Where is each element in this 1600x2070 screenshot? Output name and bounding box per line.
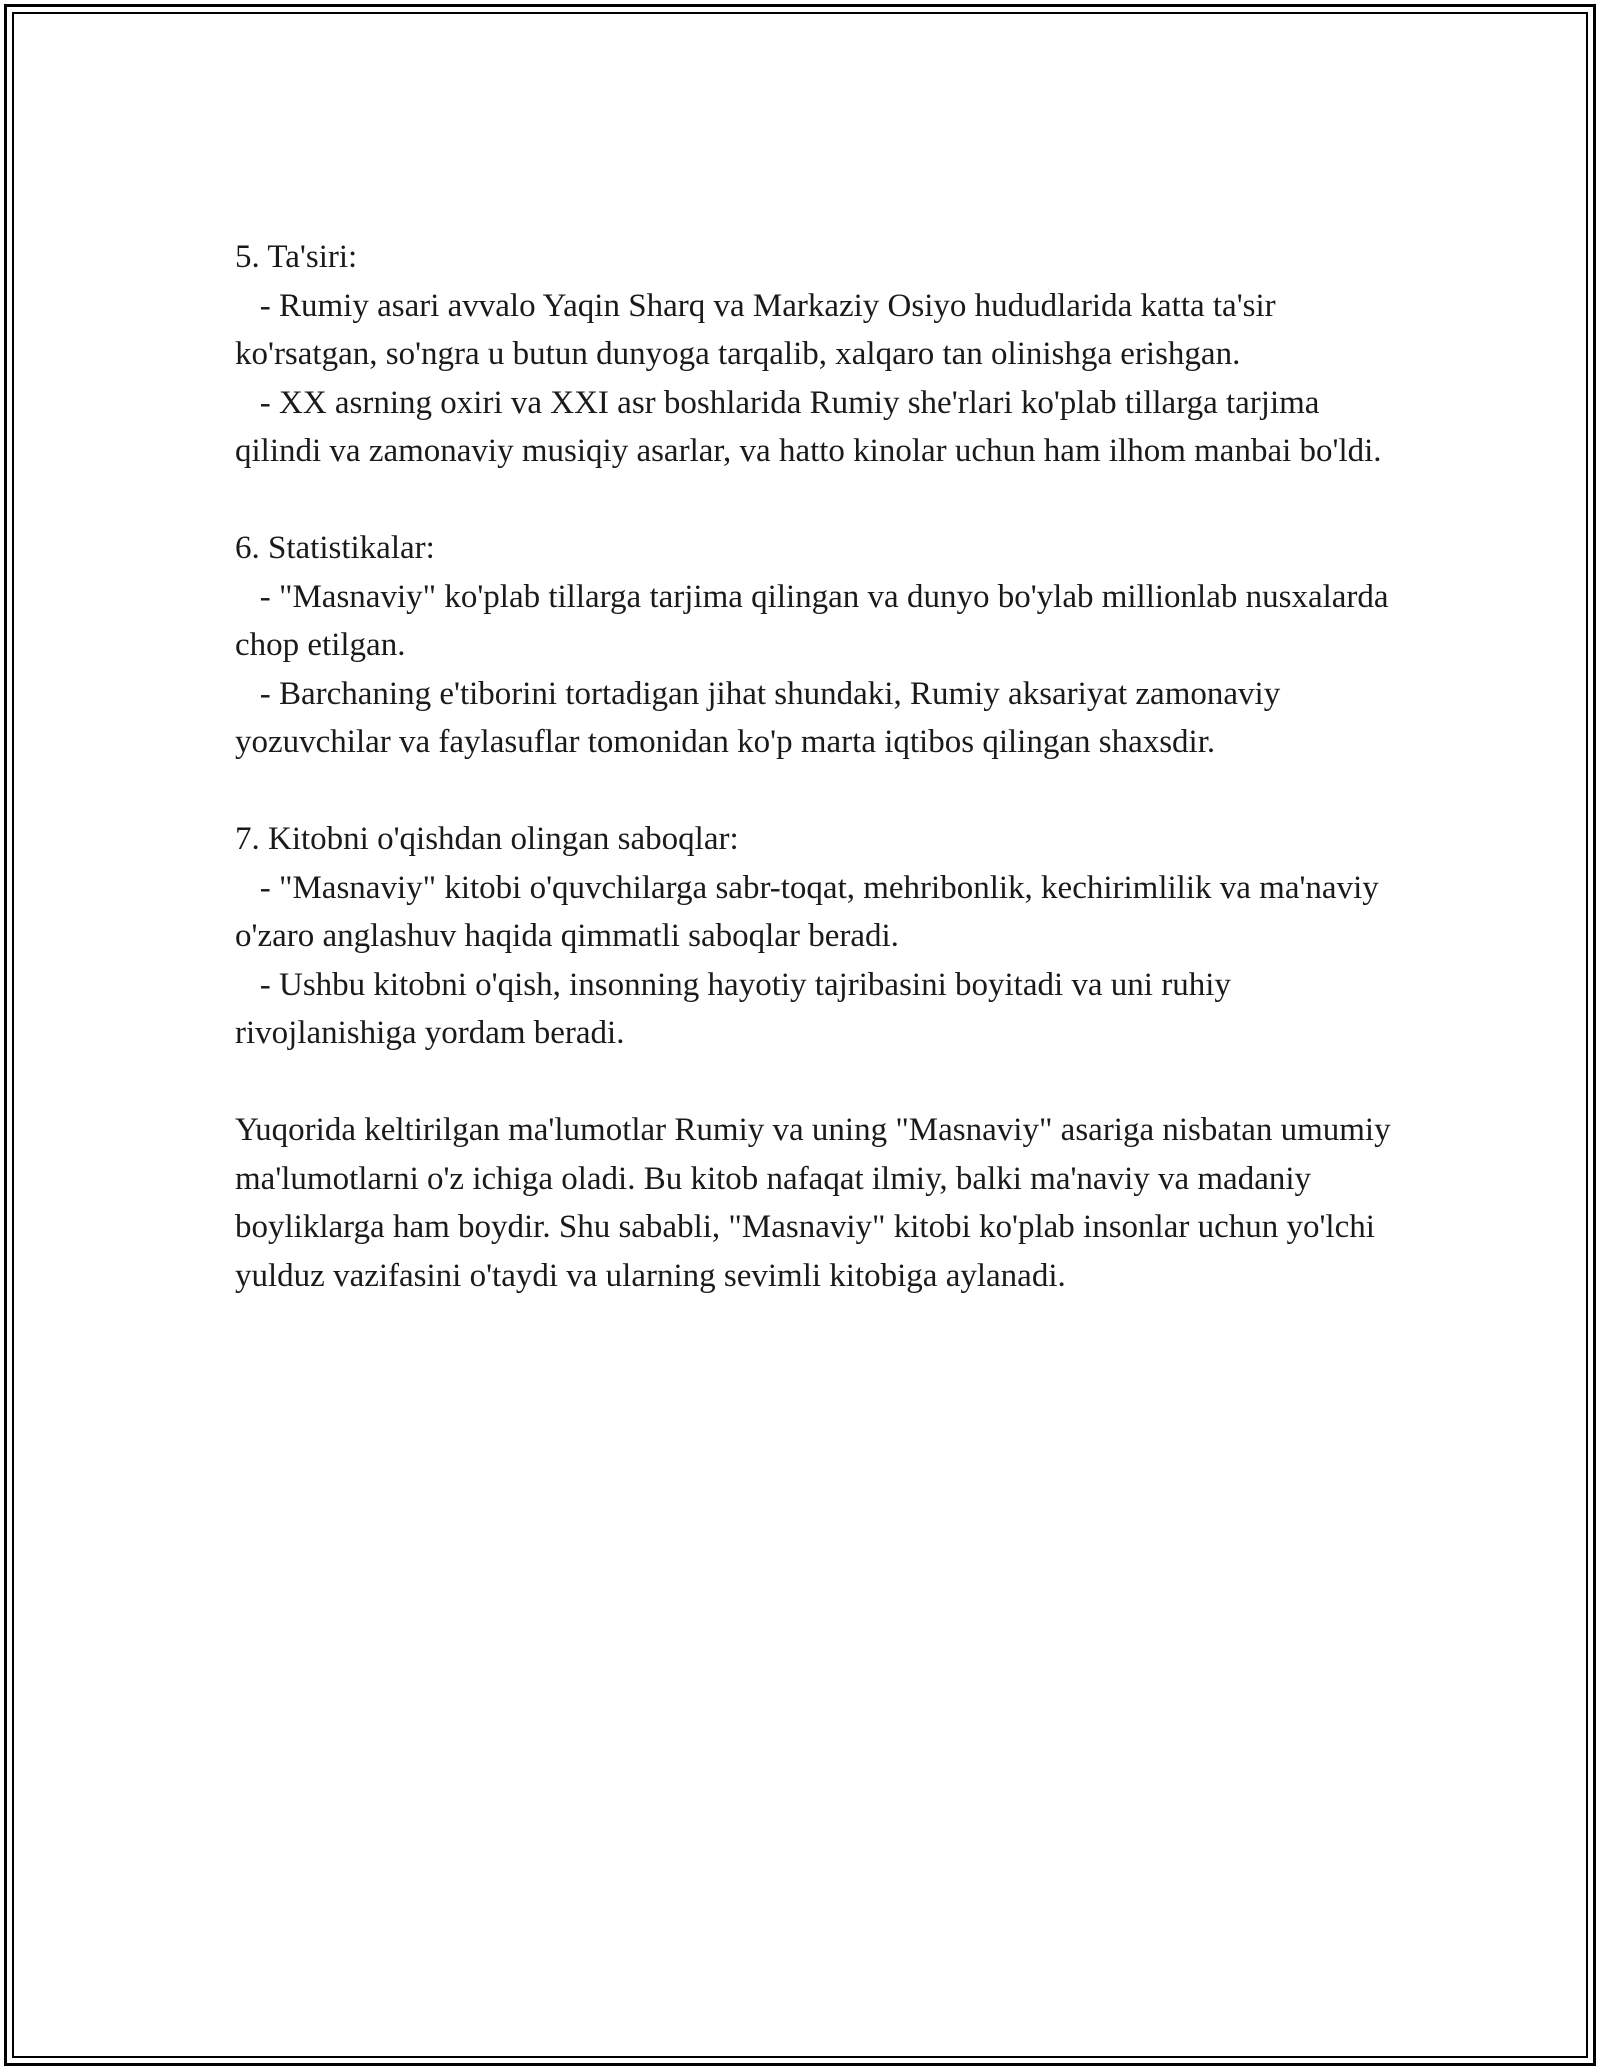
document-body	[235, 233, 1395, 1300]
section-statistics	[235, 524, 1395, 767]
section-heading: 6. Statistikalar:	[235, 530, 435, 566]
list-item	[235, 961, 1395, 1058]
section-heading: 5. Ta'siri:	[235, 239, 358, 275]
section-heading: 7. Kitobni o'qishdan olingan saboqlar:	[235, 821, 739, 857]
list-item-text: - "Masnaviy" ko'plab tillarga tarjima qilingan va dunyo bo'ylab millionlab nusxalarda chop etilgan.	[235, 578, 1389, 663]
paragraph-spacer	[235, 767, 1395, 816]
paragraph-spacer	[235, 476, 1395, 525]
list-item-text: - XX asrning oxiri va XXI asr boshlarida Rumiy she'rlari ko'plab tillarga tarjima qilindi va zamonaviy musiqiy asarlar, va hatto kinolar uchun ham ilhom manbai bo'ldi.	[235, 384, 1382, 469]
list-item	[235, 379, 1395, 476]
section-influence	[235, 233, 1395, 476]
conclusion-paragraph: Yuqorida keltirilgan ma'lumotlar Rumiy va uning "Masnaviy" asariga nisbatan umumiy ma'lumotlarni o'z ichiga oladi. Bu kitob nafaqat ilmiy, balki ma'naviy va madaniy boyliklarga ham boydir. Shu sababli, "Masnaviy" kitobi ko'plab insonlar uchun yo'lchi yulduz vazifasini o'taydi va ularning sevimli kitobiga aylanadi.	[235, 1112, 1391, 1294]
list-item-text: - Ushbu kitobni o'qish, insonning hayotiy tajribasini boyitadi va uni ruhiy rivojlanishiga yordam beradi.	[235, 966, 1231, 1051]
paragraph-spacer	[235, 1058, 1395, 1107]
list-item	[235, 670, 1395, 767]
list-item	[235, 864, 1395, 961]
list-item-text: - "Masnaviy" kitobi o'quvchilarga sabr-toqat, mehribonlik, kechirimlilik va ma'naviy o'zaro anglashuv haqida qimmatli saboqlar beradi.	[235, 869, 1379, 954]
list-item	[235, 573, 1395, 670]
list-item	[235, 282, 1395, 379]
list-item-text: - Barchaning e'tiborini tortadigan jihat shundaki, Rumiy aksariyat zamonaviy yozuvchilar va faylasuflar tomonidan ko'p marta iqtibos qilingan shaxsdir.	[235, 675, 1281, 760]
section-lessons	[235, 815, 1395, 1058]
list-item-text: - Rumiy asari avvalo Yaqin Sharq va Markaziy Osiyo hududlarida katta ta'sir ko'rsatgan, so'ngra u butun dunyoga tarqalib, xalqaro tan olinishga erishgan.	[235, 287, 1276, 372]
